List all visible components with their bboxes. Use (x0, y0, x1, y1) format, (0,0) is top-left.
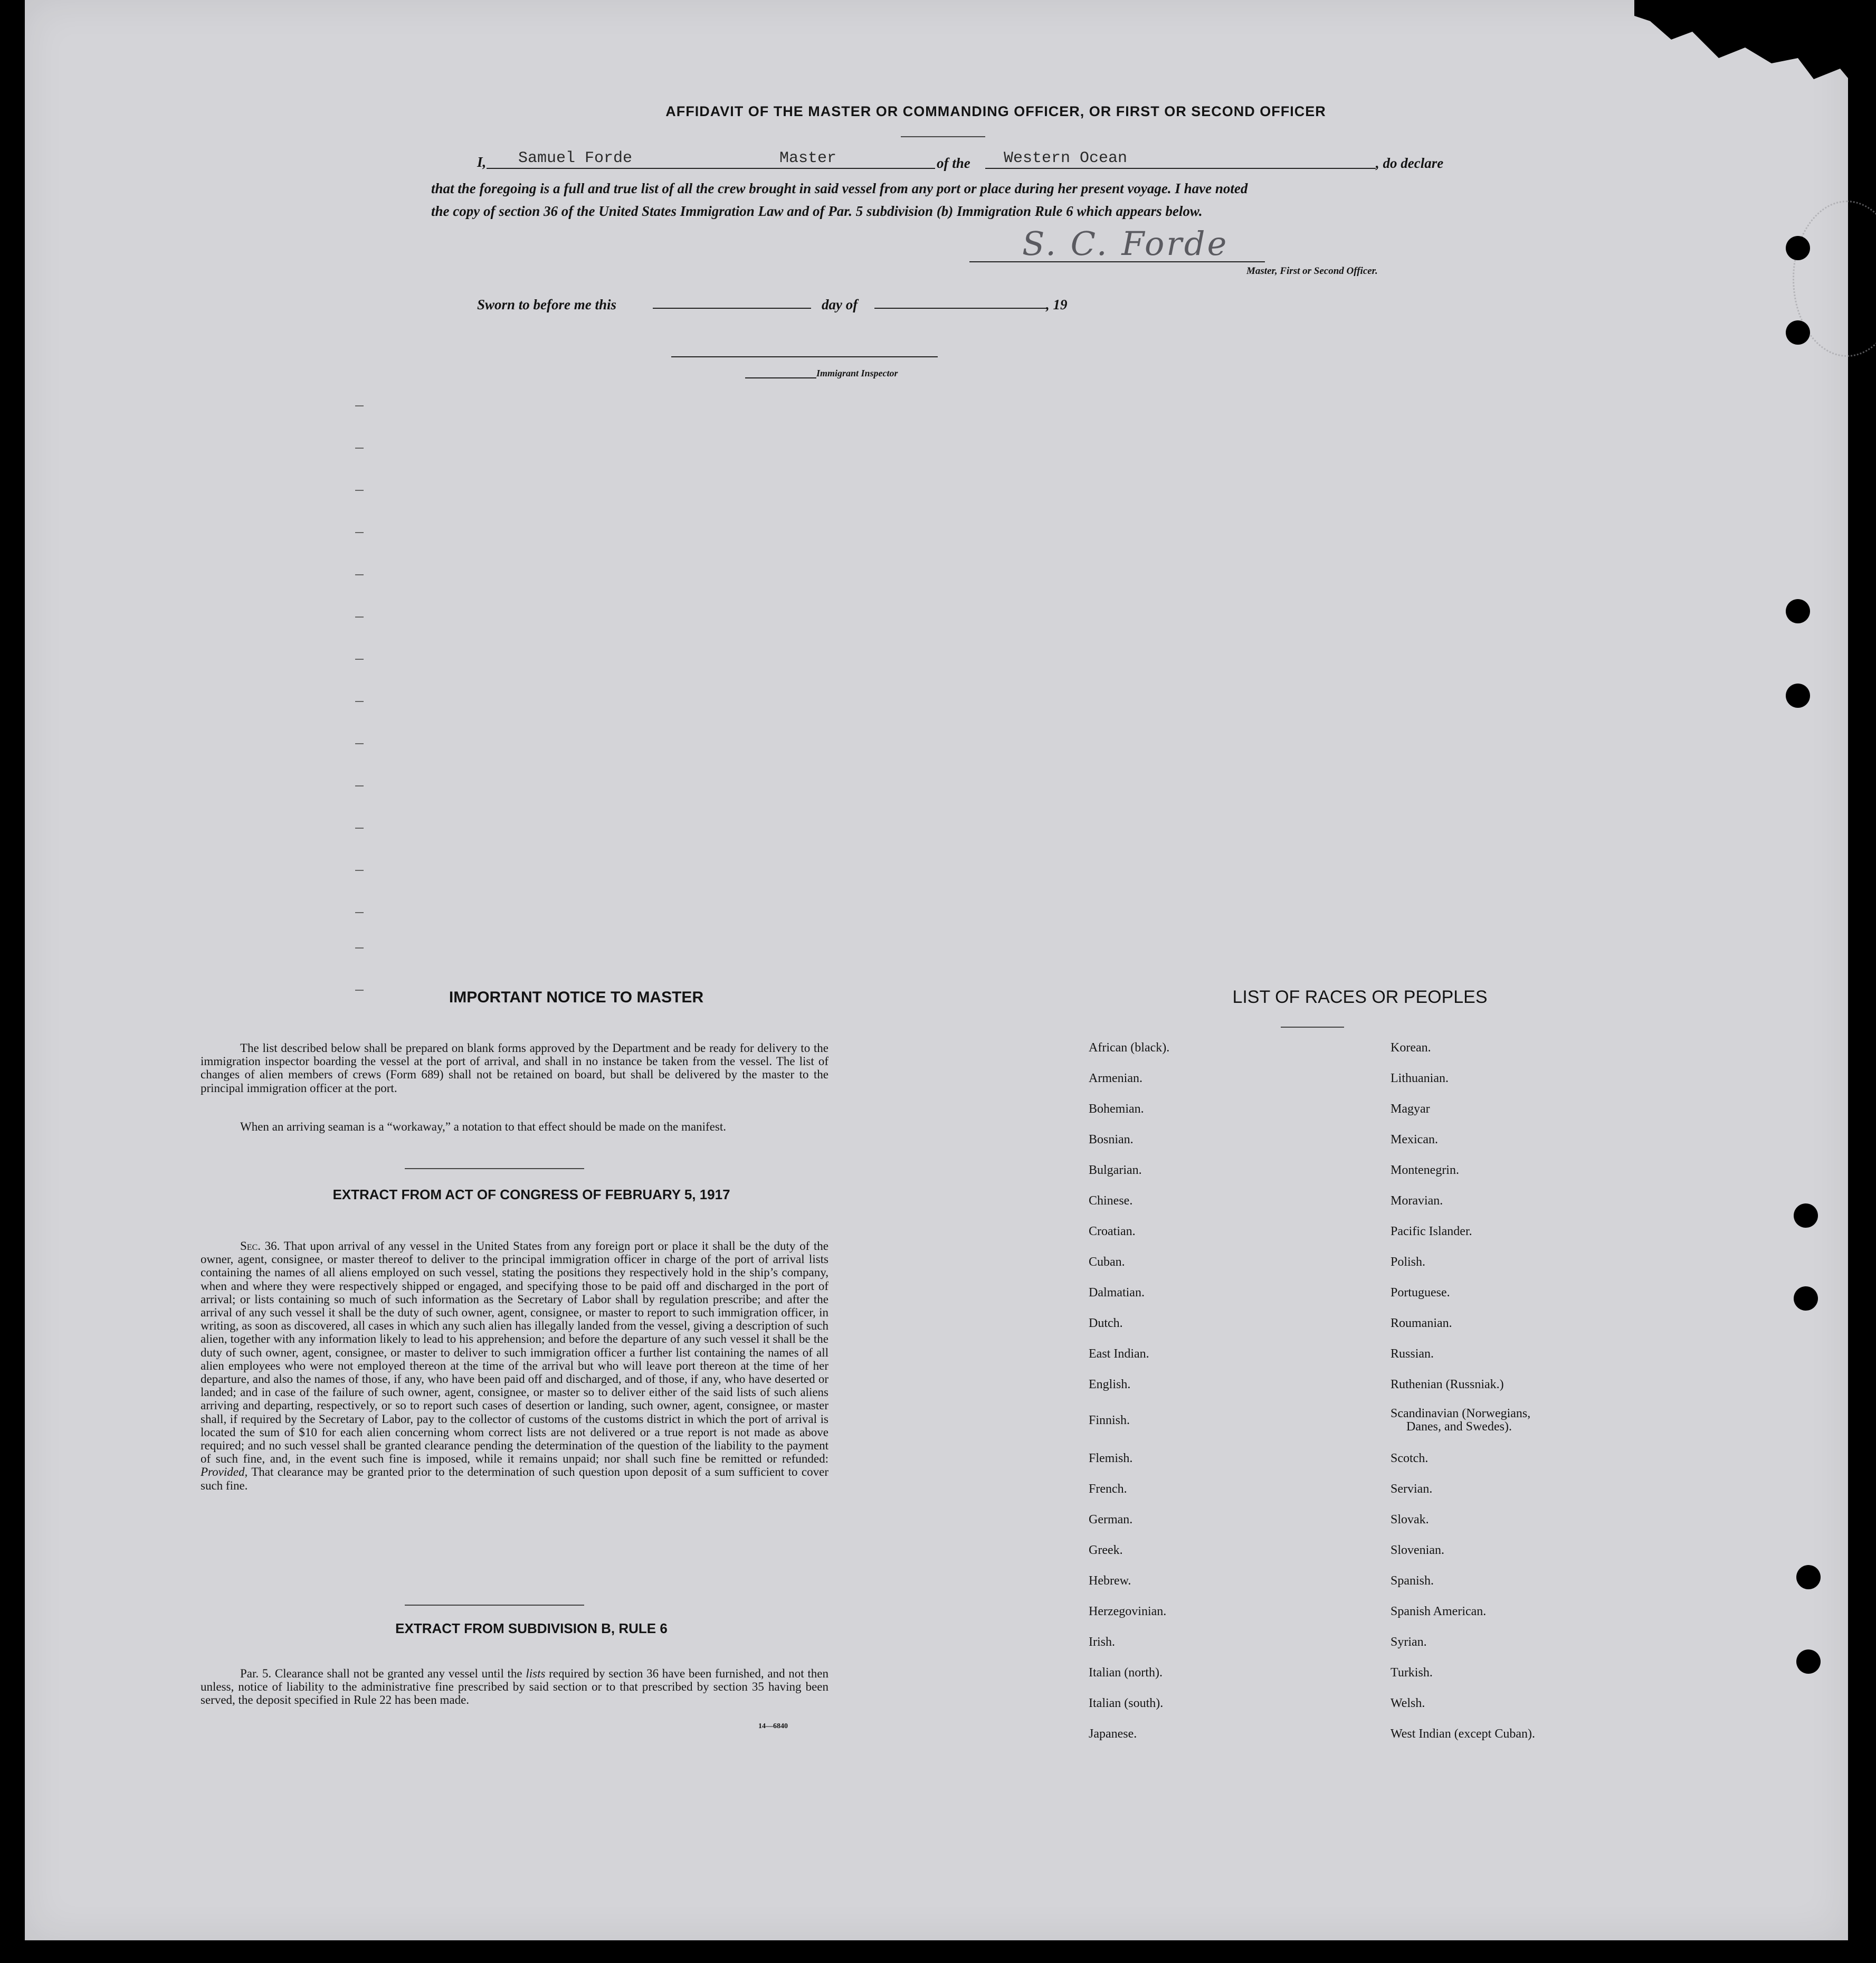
declaration-line-2: that the foregoing is a full and true list of all the crew brought in said vessel from any port or place during her present voyage. I have noted (431, 181, 1248, 196)
punch-hole (1786, 684, 1810, 708)
par-5-text (201, 1667, 829, 1707)
race-left: Bohemian. (1089, 1102, 1144, 1116)
inspector-short-line (745, 377, 816, 378)
torn-corner (1613, 0, 1876, 106)
race-right: Lithuanian. (1391, 1071, 1449, 1085)
race-left: Cuban. (1089, 1255, 1125, 1269)
margin-mark (355, 947, 364, 949)
declare-i-label: I, (477, 154, 487, 170)
inspector-line (671, 356, 938, 357)
margin-mark (355, 490, 364, 491)
race-right: Servian. (1391, 1482, 1433, 1496)
document-page (25, 0, 1848, 1940)
signature-caption: Master, First or Second Officer. (1246, 265, 1378, 277)
year-label: , 19 (1046, 297, 1068, 312)
race-left: Japanese. (1089, 1727, 1137, 1741)
par-5-start: Par. 5. Clearance shall not be granted any vessel until the (240, 1667, 522, 1680)
divider (901, 136, 985, 137)
race-left: Chinese. (1089, 1194, 1133, 1208)
race-right: Ruthenian (Russniak.) (1391, 1378, 1504, 1391)
race-left: Hebrew. (1089, 1574, 1131, 1588)
affidavit-title: AFFIDAVIT OF THE MASTER OR COMMANDING OFFICER, OR FIRST OR SECOND OFFICER (665, 103, 1326, 119)
punch-hole (1794, 1286, 1818, 1311)
section-36-label: Sec. 36. (240, 1239, 280, 1253)
sworn-date-line (653, 308, 811, 309)
race-right: Spanish. (1391, 1574, 1434, 1588)
lists-word: lists (526, 1667, 546, 1680)
race-left: French. (1089, 1482, 1127, 1496)
race-left: Croatian. (1089, 1225, 1136, 1238)
name-line (487, 168, 935, 169)
punch-hole (1786, 236, 1810, 260)
section-36-text (201, 1239, 829, 1492)
of-the-label: of the (937, 155, 970, 171)
notice-paragraph-2: When an arriving seaman is a “workaway,” a notation to that effect should be made on the manifest. (240, 1120, 726, 1133)
race-right: Magyar (1391, 1102, 1430, 1116)
margin-mark (355, 743, 364, 744)
race-right: Scotch. (1391, 1452, 1429, 1465)
race-left: Flemish. (1089, 1452, 1133, 1465)
divider (405, 1605, 584, 1606)
declaration-line-3: the copy of section 36 of the United States Immigration Law and of Par. 5 subdivision (b) Immigration Rule 6 which appears below. (431, 203, 1203, 219)
race-right: Welsh. (1391, 1696, 1425, 1710)
race-right: West Indian (except Cuban). (1391, 1727, 1535, 1741)
margin-mark (355, 659, 364, 660)
master-name-value: Samuel Forde (518, 149, 633, 167)
race-right: Syrian. (1391, 1635, 1427, 1649)
race-right: Montenegrin. (1391, 1163, 1459, 1177)
race-left: East Indian. (1089, 1347, 1149, 1361)
margin-mark (355, 574, 364, 575)
par-5-end: required by section 36 have been furnished, and not then unless, notice of liability to the administrative fine prescribed by said section or to that prescribed by section 35 having been served, the deposit specified in Rule 22 has been made. (201, 1667, 829, 1707)
extract-rule-heading: EXTRACT FROM SUBDIVISION B, RULE 6 (395, 1620, 668, 1636)
race-right-continuation: Danes, and Swedes). (1406, 1420, 1512, 1434)
rank-value: Master (779, 149, 837, 167)
form-number: 14—6840 (758, 1722, 788, 1730)
margin-mark (355, 448, 364, 449)
race-right: Polish. (1391, 1255, 1426, 1269)
race-right: Pacific Islander. (1391, 1225, 1472, 1238)
race-right: Korean. (1391, 1041, 1431, 1055)
punch-hole (1796, 1649, 1821, 1674)
race-left: Armenian. (1089, 1071, 1142, 1085)
punch-hole (1786, 320, 1810, 345)
margin-mark (355, 870, 364, 871)
race-left: Greek. (1089, 1543, 1123, 1557)
vessel-line (985, 168, 1376, 169)
race-right: Roumanian. (1391, 1316, 1452, 1330)
divider (405, 1168, 584, 1169)
notice-paragraph-1: The list described below shall be prepared on blank forms approved by the Department and be ready for delivery to the immigration inspector boarding the vessel at the port of arrival, and shall in no instance be taken from the vessel. The list of changes of alien members of crews (Form 689) shall not be retained on board, but shall be delivered by the master to the principal immigration officer at the port. (201, 1041, 829, 1095)
race-left: English. (1089, 1378, 1131, 1391)
race-right: Slovak. (1391, 1513, 1429, 1526)
sworn-month-line (874, 308, 1046, 309)
punch-hole (1786, 599, 1810, 623)
race-left: Italian (north). (1089, 1666, 1163, 1680)
race-right: Turkish. (1391, 1666, 1433, 1680)
race-right: Spanish American. (1391, 1605, 1487, 1618)
margin-mark (355, 617, 364, 618)
margin-mark (355, 532, 364, 533)
race-left: Dalmatian. (1089, 1286, 1145, 1300)
race-left: Italian (south). (1089, 1696, 1164, 1710)
race-left: Bosnian. (1089, 1133, 1134, 1146)
master-signature: S. C. Forde (1022, 224, 1229, 263)
race-right: Portuguese. (1391, 1286, 1450, 1300)
margin-mark (355, 912, 364, 913)
race-right: Slovenian. (1391, 1543, 1444, 1557)
sworn-label: Sworn to before me this (477, 297, 617, 312)
notice-heading: IMPORTANT NOTICE TO MASTER (449, 989, 704, 1006)
margin-mark (355, 785, 364, 786)
race-left: Bulgarian. (1089, 1163, 1142, 1177)
races-title: LIST OF RACES OR PEOPLES (1232, 987, 1488, 1007)
race-right: Scandinavian (Norwegians, (1391, 1407, 1531, 1420)
section-36-end: That clearance may be granted prior to the determination of such question upon deposit of a sum sufficient to cover such fine. (201, 1465, 829, 1492)
extract-act-heading: EXTRACT FROM ACT OF CONGRESS OF FEBRUARY 5, 1917 (332, 1187, 730, 1202)
day-of-label: day of (822, 297, 858, 312)
margin-mark (355, 828, 364, 829)
race-right: Russian. (1391, 1347, 1434, 1361)
vessel-name-value: Western Ocean (1004, 149, 1128, 167)
divider (1281, 1027, 1344, 1028)
punch-hole (1794, 1203, 1818, 1228)
race-right: Mexican. (1391, 1133, 1438, 1146)
margin-mark (355, 701, 364, 702)
provided-label: Provided, (201, 1465, 248, 1479)
section-36-body: That upon arrival of any vessel in the United States from any foreign port or place it shall be the duty of the owner, agent, consignee, or master thereof to deliver to the principal immigration officer in charge of the port of arrival lists containing the names of all aliens employed on such vessel, stating the positions they respectively hold in the ship’s company, when and where they were respectively shipped or engaged, and specifying those to be paid off and discharged in the port of arrival; or lists containing so much of such information as the Secretary of Labor shall by regulation prescribe; and after the arrival of any such vessel it shall be the duty of such owner, agent, consignee, or master to report to such immigration officer, in writing, as soon as discovered, all cases in which any such alien has illegally landed from the vessel, giving a description of such alien, together with any information likely to lead to his apprehension; and before the departure of any such vessel it shall be the duty of such owner, agent, consignee, or master to deliver to such immigration officer a further list containing the names of all alien employees who were not employed thereon at the time of the arrival but who will leave port thereon at the time of her departure, and also the names of those, if any, who have been paid off and discharged, and of those, if any, who have deserted or landed; and in case of the failure of such owner, agent, consignee, or master so to deliver either of the said lists of such aliens arriving and departing, respectively, or so to report such cases of desertion or landing, such owner, agent, consignee, or master shall, if required by the Secretary of Labor, pay to the collector of customs of the customs district in which the port of arrival is located the sum of $10 for each alien concerning whom correct lists are not delivered or a true report is not made as above required; and no such vessel shall be granted clearance pending the determination of the question of the liability to the payment of such fine, and, in the event such fine is imposed, while it remains unpaid; nor shall such fine be remitted or refunded: (201, 1239, 829, 1466)
race-right: Moravian. (1391, 1194, 1443, 1208)
race-left: German. (1089, 1513, 1133, 1526)
margin-mark (355, 405, 364, 406)
race-left: Finnish. (1089, 1414, 1130, 1427)
race-left: Irish. (1089, 1635, 1115, 1649)
race-left: African (black). (1089, 1041, 1170, 1055)
race-left: Dutch. (1089, 1316, 1123, 1330)
punch-hole (1796, 1565, 1821, 1589)
race-left: Herzegovinian. (1089, 1605, 1167, 1618)
inspector-caption: Immigrant Inspector (816, 368, 898, 378)
do-declare-label: , do declare (1376, 155, 1444, 171)
